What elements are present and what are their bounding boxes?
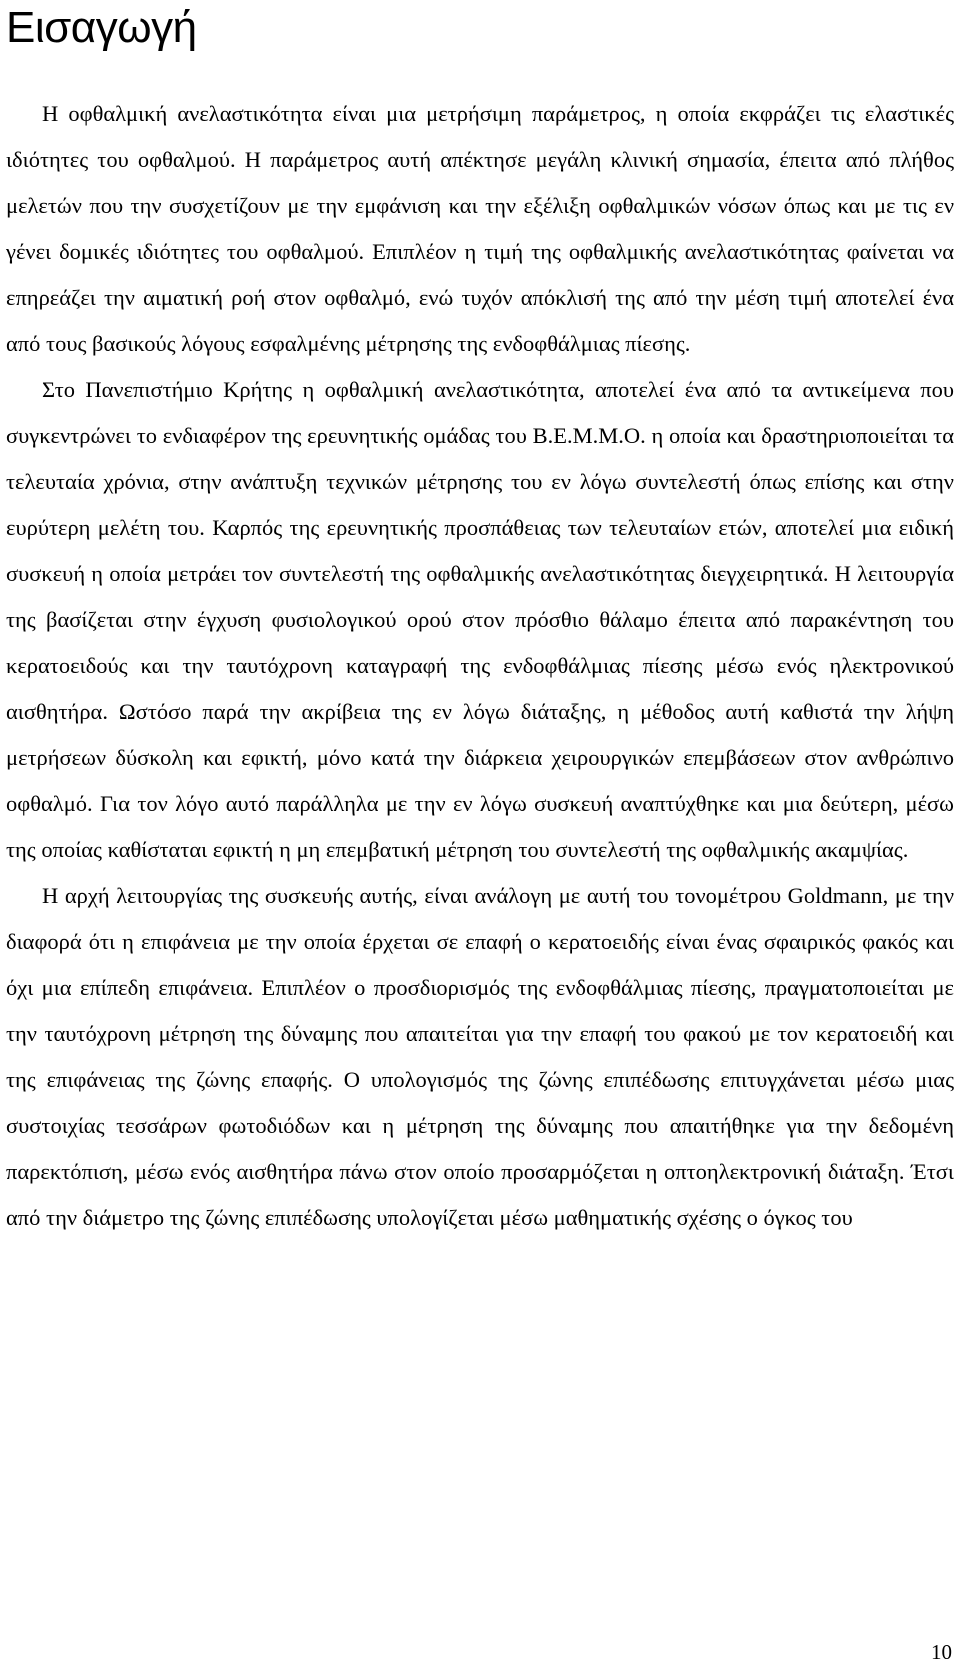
body-text: [6, 91, 954, 1241]
page-number: 10: [931, 1640, 952, 1664]
paragraph-intro: Η οφθαλμική ανελαστικότητα είναι μια μετρήσιμη παράμετρος, η οποία εκφράζει τις ελαστικές ιδιότητες του οφθαλμού. Η παράμετρος αυτή απέκτησε μεγάλη κλινική σημασία, έπειτα από πλήθος μελετών που την συσχετίζουν με την εμφάνιση και την εξέλιξη οφθαλμικών νόσων όπως και με τις εν γένει δομικές ιδιότητες του οφθαλμού. Επιπλέον η τιμή της οφθαλμικής ανελαστικότητας φαίνεται να επηρεάζει την αιματική ροή στον οφθαλμό, ενώ τυχόν απόκλισή της από την μέση τιμή αποτελεί ένα από τους βασικούς λόγους εσφαλμένης μέτρησης της ενδοφθάλμιας πίεσης.: [6, 101, 954, 356]
paragraph-university-device: Στο Πανεπιστήμιο Κρήτης η οφθαλμική ανελαστικότητα, αποτελεί ένα από τα αντικείμενα που συγκεντρώνει το ενδιαφέρον της ερευνητικής ομάδας του Β.Ε.Μ.Μ.Ο. η οποία και δραστηριοποιείται τα τελευταία χρόνια, στην ανάπτυξη τεχνικών μέτρησης του εν λόγω συντελεστή όπως επίσης και στην ευρύτερη μελέτη του. Καρπός της ερευνητικής προσπάθειας των τελευταίων ετών, αποτελεί μια ειδική συσκευή η οποία μετράει τον συντελεστή της οφθαλμικής ανελαστικότητας διεγχειρητικά. Η λειτουργία της βασίζεται στην έγχυση φυσιολογικού ορού στον πρόσθιο θάλαμο έπειτα από παρακέντηση του κερατοειδούς και την ταυτόχρονη καταγραφή της ενδοφθάλμιας πίεσης μέσω ενός ηλεκτρονικού αισθητήρα. Ωστόσο παρά την ακρίβεια της εν λόγω διάταξης, η μέθοδος αυτή καθιστά την λήψη μετρήσεων δύσκολη και εφικτή, μόνο κατά την διάρκεια χειρουργικών επεμβάσεων στον ανθρώπινο οφθαλμό. Για τον λόγο αυτό παράλληλα με την εν λόγω συσκευή αναπτύχθηκε και μια δεύτερη, μέσω της οποίας καθίσταται εφικτή η μη επεμβατική μέτρηση του συντελεστή της οφθαλμικής ακαμψίας.: [6, 377, 954, 862]
paragraph-operating-principle: Η αρχή λειτουργίας της συσκευής αυτής, είναι ανάλογη με αυτή του τονομέτρου Goldmann, με την διαφορά ότι η επιφάνεια με την οποία έρχεται σε επαφή ο κερατοειδής είναι ένας σφαιρικός φακός και όχι μια επίπεδη επιφάνεια. Επιπλέον ο προσδιορισμός της ενδοφθάλμιας πίεσης, πραγματοποιείται με την ταυτόχρονη μέτρηση της δύναμης που απαιτείται για την επαφή του φακού με τον κερατοειδή και της επιφάνειας της ζώνης επαφής. Ο υπολογισμός της ζώνης επιπέδωσης επιτυγχάνεται μέσω μιας συστοιχίας τεσσάρων φωτοδιόδων και η μέτρηση της δύναμης που απαιτήθηκε για την δεδομένη παρεκτόπιση, μέσω ενός αισθητήρα πάνω στον οποίο προσαρμόζεται η οπτοηλεκτρονική διάταξη. Έτσι από την διάμετρο της ζώνης επιπέδωσης υπολογίζεται μέσω μαθηματικής σχέσης ο όγκος του: [6, 883, 954, 1230]
page-title: Εισαγωγή: [6, 3, 197, 52]
